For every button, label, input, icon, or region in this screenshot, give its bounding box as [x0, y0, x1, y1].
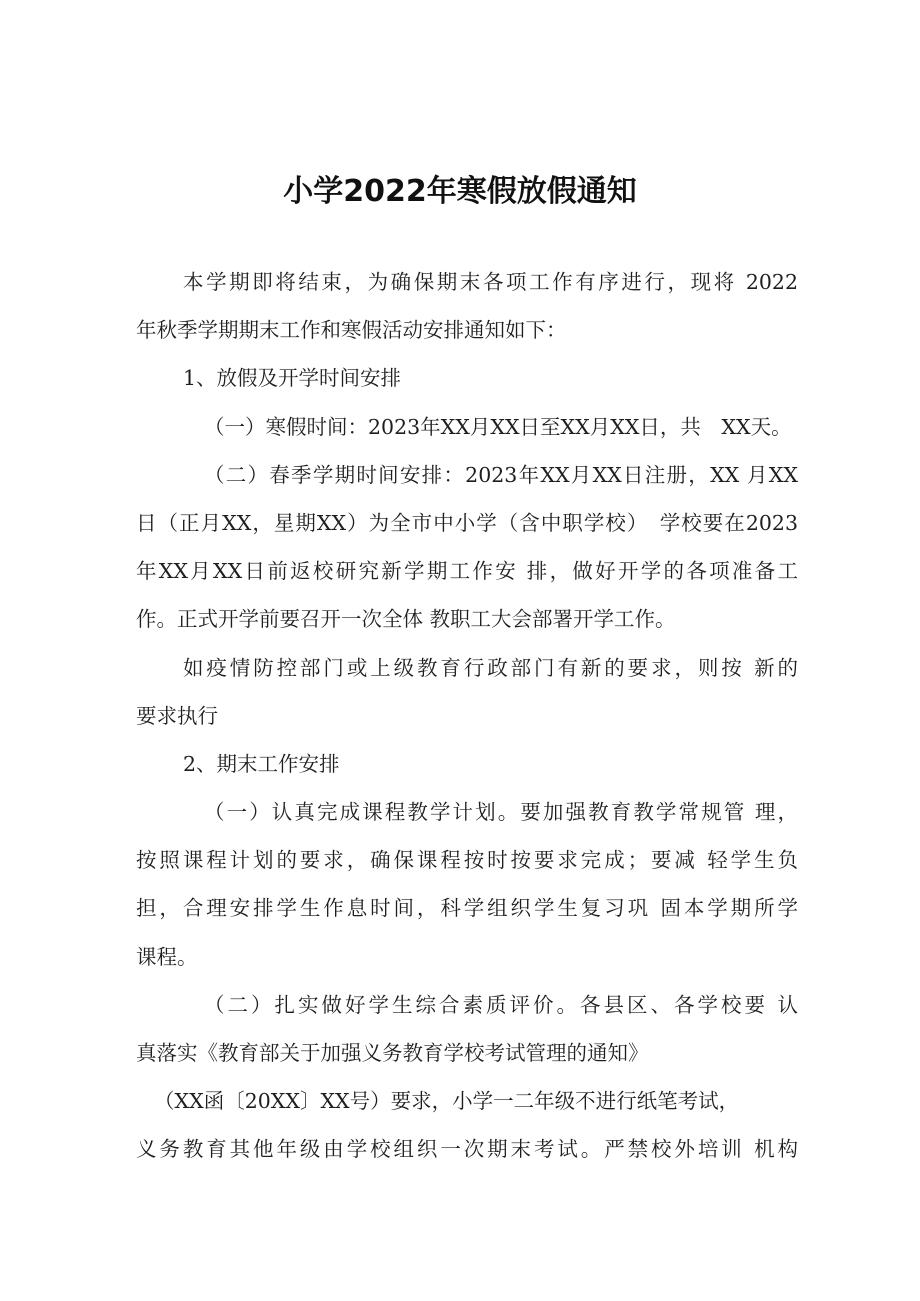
paragraph-line: 真落实《教育部关于加强义务教育学校考试管理的通知》 [136, 1041, 649, 1065]
paragraph-line: （一）寒假时间：2023年XX月XX日至XX月XX日，共 XX天。 [204, 414, 792, 439]
paragraph-line: 课程。 [136, 944, 198, 969]
paragraph-line: 义务教育其他年级由学校组织一次期末考试。严禁校外培训 机构 [136, 1137, 798, 1162]
paragraph-line: （二）春季学期时间安排：2023年XX月XX日注册，XX 月XX [204, 462, 798, 487]
paragraph-line: 如疫情防控部门或上级教育行政部门有新的要求，则按 新的 [183, 655, 798, 680]
paragraph-line: （二）扎实做好学生综合素质评价。各县区、各学校要 认 [204, 992, 798, 1017]
document-title: 小学2022年寒假放假通知 [283, 174, 637, 209]
document-body [136, 262, 798, 1178]
paragraph-line: 年XX月XX日前返校研究新学期工作安 排，做好开学的各项准备工 [136, 559, 798, 584]
section-heading: 2、期末工作安排 [183, 751, 340, 776]
paragraph-line: 作。正式开学前要召开一次全体 教职工大会部署开学工作。 [136, 607, 676, 632]
paragraph-line: 年秋季学期期末工作和寒假活动安排通知如下： [136, 318, 567, 343]
section-heading: 1、放假及开学时间安排 [183, 366, 402, 391]
paragraph-line: 本学期即将结束，为确保期末各项工作有序进行，现将 2022 [183, 270, 798, 294]
paragraph-line: （一）认真完成课程教学计划。要加强教育教学常规管 理， [204, 800, 798, 825]
paragraph-line: 要求执行 [136, 703, 218, 728]
paragraph-line: 担，合理安排学生作息时间，科学组织学生复习巩 固本学期所学 [136, 896, 798, 921]
paragraph-line: （XX函〔20XX〕XX号）要求，小学一二年级不进行纸笔考试， [154, 1089, 740, 1114]
paragraph-line: 日（正月XX，星期XX）为全市中小学（含中职学校） 学校要在2023 [136, 510, 798, 535]
paragraph-line: 按照课程计划的要求，确保课程按时按要求完成；要减 轻学生负 [136, 848, 798, 873]
